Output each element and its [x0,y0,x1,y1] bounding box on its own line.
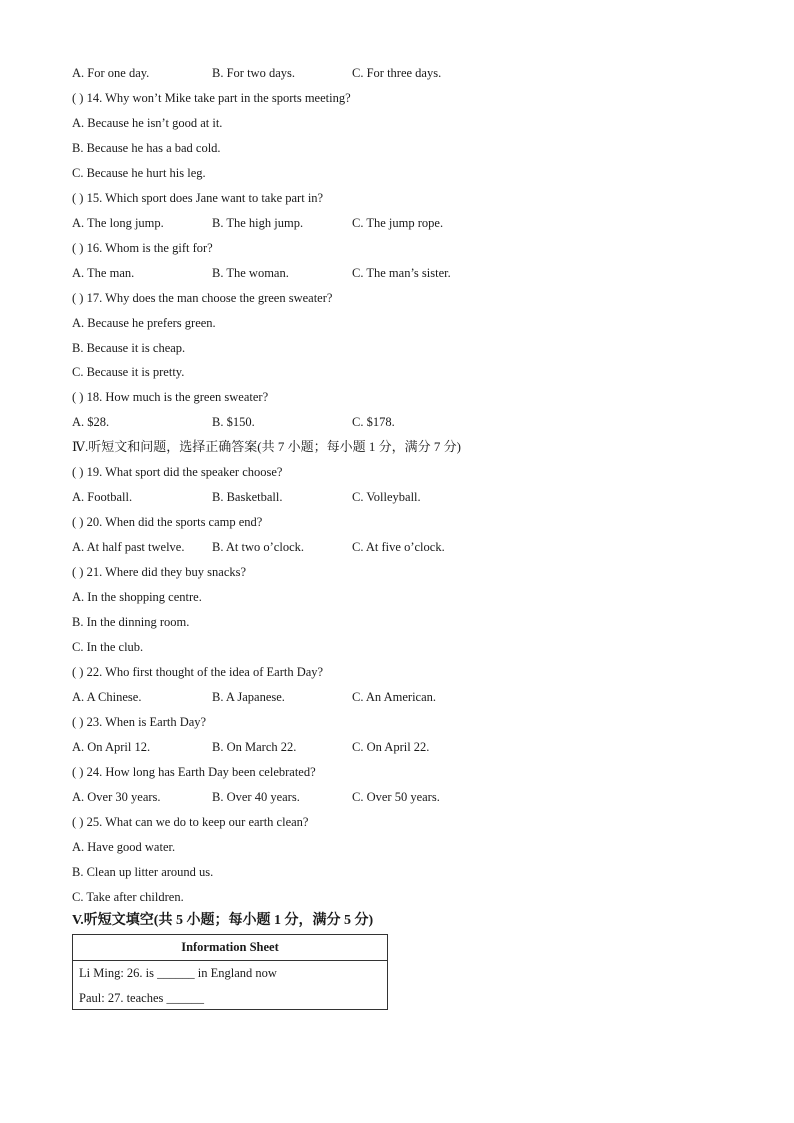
section-5-title: V.听短文填空(共 5 小题；每小题 1 分，满分 5 分) [72,913,374,928]
q16-option-b: B. The woman. [212,266,289,280]
q20-question: ( ) 20. When did the sports camp end? [72,515,263,529]
q18-option-a: A. $28. [72,415,110,429]
q16-question: ( ) 16. Whom is the gift for? [72,241,213,255]
q25-option-a: A. Have good water. [72,840,176,854]
q17-option-a: A. Because he prefers green. [72,316,216,330]
q17-option-c: C. Because it is pretty. [72,365,185,379]
q18-option-c: C. $178. [352,415,395,429]
q15-option-a: A. The long jump. [72,216,164,230]
q15-option-c: C. The jump rope. [352,216,444,230]
q25-option-b: B. Clean up litter around us. [72,865,214,879]
q21-question: ( ) 21. Where did they buy snacks? [72,565,247,579]
section-4-title: Ⅳ.听短文和问题，选择正确答案(共 7 小题；每小题 1 分，满分 7 分) [72,439,461,454]
q17-option-b: B. Because it is cheap. [72,341,186,355]
q23-option-c: C. On April 22. [352,740,430,754]
q13-option-c: C. For three days. [352,66,442,80]
q22-option-a: A. A Chinese. [72,690,142,704]
information-sheet-row: Li Ming: 26. is ______ in England now [79,966,277,980]
q13-option-b: B. For two days. [212,66,295,80]
q22-question: ( ) 22. Who first thought of the idea of Earth Day? [72,665,324,679]
information-sheet-header: Information Sheet [73,935,387,961]
q21-option-c: C. In the club. [72,640,144,654]
q25-question: ( ) 25. What can we do to keep our earth clean? [72,815,309,829]
q22-option-b: B. A Japanese. [212,690,285,704]
q14-question: ( ) 14. Why won’t Mike take part in the sports meeting? [72,91,351,105]
q14-option-a: A. Because he isn’t good at it. [72,116,223,130]
q18-question: ( ) 18. How much is the green sweater? [72,390,269,404]
q19-option-a: A. Football. [72,490,133,504]
q14-option-c: C. Because he hurt his leg. [72,166,206,180]
q20-option-c: C. At five o’clock. [352,540,445,554]
q15-option-b: B. The high jump. [212,216,304,230]
q22-option-c: C. An American. [352,690,437,704]
q25-option-c: C. Take after children. [72,890,184,904]
q18-option-b: B. $150. [212,415,255,429]
q23-question: ( ) 23. When is Earth Day? [72,715,207,729]
q17-question: ( ) 17. Why does the man choose the green sweater? [72,291,333,305]
q16-option-c: C. The man’s sister. [352,266,451,280]
q24-question: ( ) 24. How long has Earth Day been celebrated? [72,765,316,779]
q19-option-c: C. Volleyball. [352,490,421,504]
q21-option-a: A. In the shopping centre. [72,590,202,604]
q15-question: ( ) 15. Which sport does Jane want to take part in? [72,191,324,205]
q20-option-a: A. At half past twelve. [72,540,185,554]
q24-option-a: A. Over 30 years. [72,790,161,804]
q24-option-b: B. Over 40 years. [212,790,300,804]
q14-option-b: B. Because he has a bad cold. [72,141,221,155]
q19-question: ( ) 19. What sport did the speaker choose? [72,465,283,479]
q16-option-a: A. The man. [72,266,135,280]
q19-option-b: B. Basketball. [212,490,283,504]
information-sheet-table [72,934,388,1010]
q20-option-b: B. At two o’clock. [212,540,305,554]
information-sheet-row: Paul: 27. teaches ______ [79,991,204,1005]
q21-option-b: B. In the dinning room. [72,615,190,629]
q23-option-b: B. On March 22. [212,740,297,754]
q23-option-a: A. On April 12. [72,740,151,754]
q13-option-a: A. For one day. [72,66,150,80]
q24-option-c: C. Over 50 years. [352,790,440,804]
